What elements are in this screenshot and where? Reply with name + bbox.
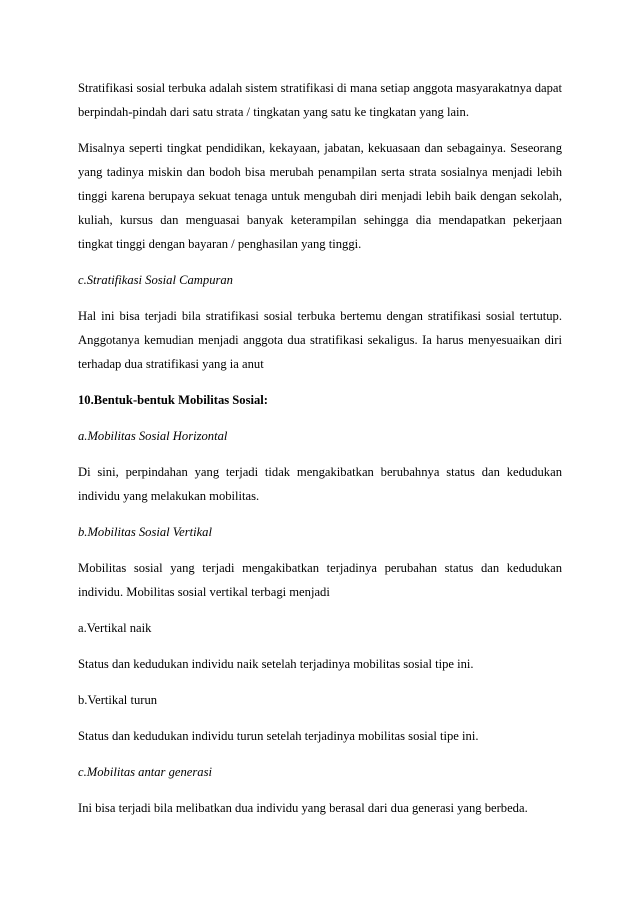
paragraph-open-stratification: Stratifikasi sosial terbuka adalah sistem stratifikasi di mana setiap anggota masyarakatnya dapat berpindah-pindah dari satu strata / tingkatan yang satu ke tingkatan yang lain. xyxy=(78,81,562,119)
item-vertical-down: b.Vertikal turun xyxy=(78,693,158,707)
subheading-intergenerational-mobility: c.Mobilitas antar generasi xyxy=(78,765,212,779)
paragraph-horizontal-mobility: Di sini, perpindahan yang terjadi tidak mengakibatkan berubahnya status dan kedudukan individu yang melakukan mobilitas. xyxy=(78,465,562,503)
document-page xyxy=(78,76,562,820)
paragraph-vertical-down: Status dan kedudukan individu turun setelah terjadinya mobilitas sosial tipe ini. xyxy=(78,729,479,743)
item-vertical-up: a.Vertikal naik xyxy=(78,621,152,635)
heading-forms-of-social-mobility: 10.Bentuk-bentuk Mobilitas Sosial: xyxy=(78,393,268,407)
subheading-horizontal-mobility: a.Mobilitas Sosial Horizontal xyxy=(78,429,228,443)
paragraph-mixed-stratification: Hal ini bisa terjadi bila stratifikasi sosial terbuka bertemu dengan stratifikasi sosial tertutup. Anggotanya kemudian menjadi anggota dua stratifikasi sekaligus. Ia harus menyesuaikan diri terhadap dua stratifikasi yang ia anut xyxy=(78,309,562,371)
paragraph-intergenerational-mobility: Ini bisa terjadi bila melibatkan dua individu yang berasal dari dua generasi yang berbeda. xyxy=(78,801,528,815)
paragraph-vertical-up: Status dan kedudukan individu naik setelah terjadinya mobilitas sosial tipe ini. xyxy=(78,657,474,671)
paragraph-vertical-mobility: Mobilitas sosial yang terjadi mengakibatkan terjadinya perubahan status dan kedudukan individu. Mobilitas sosial vertikal terbagi menjadi xyxy=(78,561,562,599)
subheading-vertical-mobility: b.Mobilitas Sosial Vertikal xyxy=(78,525,212,539)
subheading-mixed-stratification: c.Stratifikasi Sosial Campuran xyxy=(78,273,233,287)
paragraph-examples: Misalnya seperti tingkat pendidikan, kekayaan, jabatan, kekuasaan dan sebagainya. Seseorang yang tadinya miskin dan bodoh bisa merubah penampilan serta strata sosialnya menjadi lebih tinggi karena berupaya sekuat tenaga untuk mengubah diri menjadi lebih baik dengan sekolah, kuliah, kursus dan menguasai banyak keterampilan sehingga dia mendapatkan pekerjaan tingkat tinggi dengan bayaran / penghasilan yang tinggi. xyxy=(78,141,562,251)
